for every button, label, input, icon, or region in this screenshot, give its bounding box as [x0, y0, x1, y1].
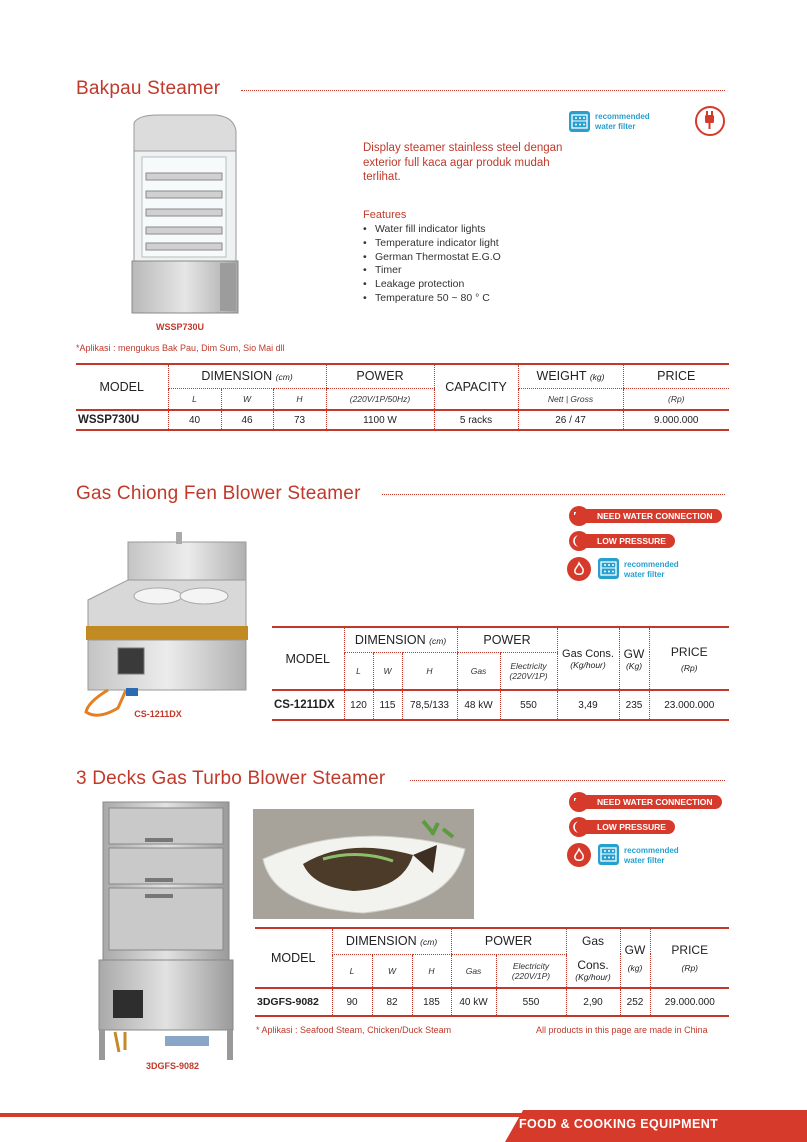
- need-water-connection-badge: NEED WATER CONNECTION: [575, 795, 722, 809]
- filter-label: recommended water filter: [624, 846, 679, 865]
- cell-gas-cons: 3,49: [557, 690, 619, 720]
- header-w: W: [373, 652, 402, 690]
- header-h: H: [273, 388, 326, 410]
- spec-table-3dgfs-9082: [255, 927, 729, 1017]
- product-caption: CS-1211DX: [134, 709, 182, 719]
- features-list: [363, 223, 501, 306]
- header-weight: WEIGHT (kg): [518, 364, 623, 388]
- product-caption: WSSP730U: [155, 322, 205, 332]
- header-model: MODEL: [271, 951, 316, 965]
- title-divider: [410, 780, 725, 781]
- table-row: [272, 690, 729, 720]
- features-heading: Features: [363, 209, 407, 221]
- header-model: MODEL: [99, 380, 144, 394]
- steamed-fish-photo: [253, 809, 474, 919]
- cell-h: 185: [412, 988, 451, 1016]
- cell-weight: 26 / 47: [518, 410, 623, 430]
- header-dimension: DIMENSION (cm): [344, 627, 457, 652]
- feature-item: • Leakage protection: [363, 278, 501, 292]
- cell-gw: 252: [620, 988, 650, 1016]
- feature-item: • German Thermostat E.G.O: [363, 251, 501, 265]
- title-divider: [241, 90, 725, 91]
- feature-item: • Temperature indicator light: [363, 237, 501, 251]
- cell-electricity: 550: [496, 988, 566, 1016]
- table-row: [76, 410, 729, 430]
- header-weight-sub: Nett | Gross: [518, 388, 623, 410]
- application-note: * Aplikasi : Seafood Steam, Chicken/Duck Steam: [256, 1025, 452, 1035]
- feature-item: • Water fill indicator lights: [363, 223, 501, 237]
- made-in-note: All products in this page are made in China: [536, 1025, 708, 1035]
- gas-flame-icon: [567, 557, 591, 581]
- water-filter-icon: [598, 558, 619, 579]
- cell-l: 40: [168, 410, 221, 430]
- header-h: H: [412, 954, 451, 988]
- cell-price: 29.000.000: [650, 988, 729, 1016]
- cell-price: 9.000.000: [623, 410, 729, 430]
- section-title-bakpau: Bakpau Steamer: [76, 78, 221, 99]
- electric-plug-icon: [695, 106, 725, 136]
- cell-model: 3DGFS-9082: [257, 996, 319, 1008]
- gas-flame-icon: [567, 843, 591, 867]
- water-filter-icon: [569, 111, 590, 132]
- header-gas: Gas: [457, 652, 500, 690]
- feature-item: • Temperature 50 ~ 80 ° C: [363, 292, 501, 306]
- footer-category: FOOD & COOKING EQUIPMENT: [519, 1117, 719, 1131]
- header-price: PRICE (Rp): [650, 928, 729, 988]
- header-l: L: [332, 954, 372, 988]
- cell-model: CS-1211DX: [274, 699, 335, 711]
- cell-h: 78,5/133: [402, 690, 457, 720]
- header-power-unit: (220V/1P/50Hz): [326, 388, 434, 410]
- cell-w: 115: [373, 690, 402, 720]
- header-w: W: [221, 388, 273, 410]
- title-divider: [382, 494, 725, 495]
- cell-model: WSSP730U: [78, 414, 140, 426]
- section-title-3-decks: 3 Decks Gas Turbo Blower Steamer: [76, 768, 386, 789]
- 3dgfs-9082-product-image: [95, 800, 237, 1062]
- header-l: L: [168, 388, 221, 410]
- header-gas: Gas: [451, 954, 496, 988]
- cell-gas: 48 kW: [457, 690, 500, 720]
- cell-gas-cons: 2,90: [566, 988, 620, 1016]
- header-power: POWER: [457, 627, 557, 652]
- spec-table-wssp730u: [76, 363, 729, 431]
- header-w: W: [372, 954, 412, 988]
- water-filter-icon: [598, 844, 619, 865]
- header-gas-cons: Gas Cons. (Kg/hour): [566, 928, 620, 988]
- header-h: H: [402, 652, 457, 690]
- application-note: *Aplikasi : mengukus Bak Pau, Dim Sum, Sio Mai dll: [76, 343, 285, 353]
- cell-w: 82: [372, 988, 412, 1016]
- product-caption: 3DGFS-9082: [145, 1061, 200, 1071]
- header-price: PRICE (Rp): [649, 627, 729, 690]
- low-pressure-badge: LOW PRESSURE: [575, 534, 675, 548]
- low-pressure-badge: LOW PRESSURE: [575, 820, 675, 834]
- cell-price: 23.000.000: [649, 690, 729, 720]
- cs-1211dx-product-image: [78, 530, 258, 720]
- header-gw: GW (kg): [620, 928, 650, 988]
- cell-electricity: 550: [500, 690, 557, 720]
- header-l: L: [344, 652, 373, 690]
- cell-power: 1100 W: [326, 410, 434, 430]
- cell-w: 46: [221, 410, 273, 430]
- cell-capacity: 5 racks: [434, 410, 518, 430]
- cell-gas: 40 kW: [451, 988, 496, 1016]
- header-capacity: CAPACITY: [434, 364, 518, 410]
- need-water-connection-badge: NEED WATER CONNECTION: [575, 509, 722, 523]
- cell-h: 73: [273, 410, 326, 430]
- header-power: POWER: [326, 364, 434, 388]
- wssp730u-product-image: [128, 113, 240, 318]
- cell-l: 90: [332, 988, 372, 1016]
- table-row: [255, 988, 729, 1016]
- filter-label: recommended water filter: [595, 112, 650, 131]
- section-title-chiong-fen: Gas Chiong Fen Blower Steamer: [76, 483, 361, 504]
- feature-item: • Timer: [363, 264, 501, 278]
- cell-l: 120: [344, 690, 373, 720]
- header-dimension: DIMENSION (cm): [168, 364, 326, 388]
- header-model: MODEL: [285, 651, 330, 666]
- spec-table-cs-1211dx: [272, 626, 729, 721]
- header-price: PRICE: [623, 364, 729, 388]
- header-electricity: Electricity (220V/1P): [500, 652, 557, 690]
- header-power: POWER: [451, 928, 566, 954]
- header-gw: GW (Kg): [619, 627, 649, 690]
- product-description: Display steamer stainless steel dengan exterior full kaca agar produk mudah terlihat.: [363, 142, 563, 183]
- cell-gw: 235: [619, 690, 649, 720]
- header-electricity: Electricity (220V/1P): [496, 954, 566, 988]
- header-gas-cons: Gas Cons. (Kg/hour): [557, 627, 619, 690]
- filter-label: recommended water filter: [624, 560, 679, 579]
- header-price-unit: (Rp): [623, 388, 729, 410]
- header-dimension: DIMENSION (cm): [332, 928, 451, 954]
